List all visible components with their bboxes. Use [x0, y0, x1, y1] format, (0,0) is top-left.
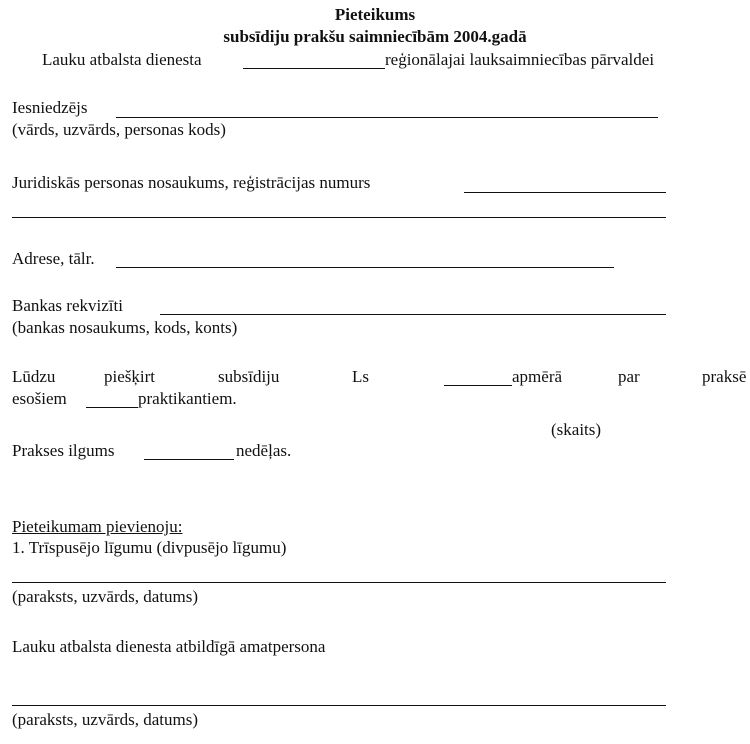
count-hint: (skaits): [551, 420, 602, 439]
request-word-ls: Ls: [352, 367, 369, 386]
address-prefix: Lauku atbalsta dienesta: [42, 50, 202, 69]
request-word-apmera: apmērā: [512, 367, 563, 386]
signature-2-hint: (paraksts, uzvārds, datums): [12, 710, 199, 729]
trainee-count-field[interactable]: [86, 407, 138, 408]
attachments-heading: Pieteikumam pievienoju:: [12, 517, 183, 536]
document-title: Pieteikums: [334, 5, 416, 24]
signature-1-field[interactable]: [12, 582, 666, 583]
legal-person-field-line-2[interactable]: [12, 217, 666, 218]
request-word-par: par: [618, 367, 640, 386]
legal-person-label: Juridiskās personas nosaukums, reģistrācijas numurs: [12, 173, 371, 192]
request-word-ludzu: Lūdzu: [12, 367, 56, 386]
bank-details-hint: (bankas nosaukums, kods, konts): [12, 318, 238, 337]
request-word-prakse: praksē: [702, 367, 747, 386]
regional-office-field[interactable]: [243, 68, 385, 69]
request-esosiem: esošiem: [12, 389, 67, 408]
applicant-field[interactable]: [116, 117, 658, 118]
request-word-subsidiju: subsīdiju: [218, 367, 280, 386]
request-praktikantiem: praktikantiem.: [138, 389, 237, 408]
document-subtitle: subsīdiju prakšu saimniecībām 2004.gadā: [223, 27, 527, 46]
request-word-pieskirt: piešķirt: [104, 367, 155, 386]
duration-unit: nedēļas.: [236, 441, 292, 460]
address-phone-label: Adrese, tālr.: [12, 249, 95, 268]
signature-2-field[interactable]: [12, 705, 666, 706]
applicant-label: Iesniedzējs: [12, 98, 88, 117]
applicant-hint: (vārds, uzvārds, personas kods): [12, 120, 226, 139]
legal-person-field[interactable]: [464, 192, 666, 193]
signature-1-hint: (paraksts, uzvārds, datums): [12, 587, 199, 606]
address-phone-field[interactable]: [116, 267, 614, 268]
official-label: Lauku atbalsta dienesta atbildīgā amatpersona: [12, 637, 326, 656]
duration-weeks-field[interactable]: [144, 459, 234, 460]
bank-details-field[interactable]: [160, 314, 666, 315]
address-suffix: reģionālajai lauksaimniecības pārvaldei: [385, 50, 655, 69]
subsidy-amount-field[interactable]: [444, 385, 512, 386]
duration-label: Prakses ilgums: [12, 441, 115, 460]
bank-details-label: Bankas rekvizīti: [12, 296, 123, 315]
attachment-item-1: 1. Trīspusējo līgumu (divpusējo līgumu): [12, 538, 287, 557]
